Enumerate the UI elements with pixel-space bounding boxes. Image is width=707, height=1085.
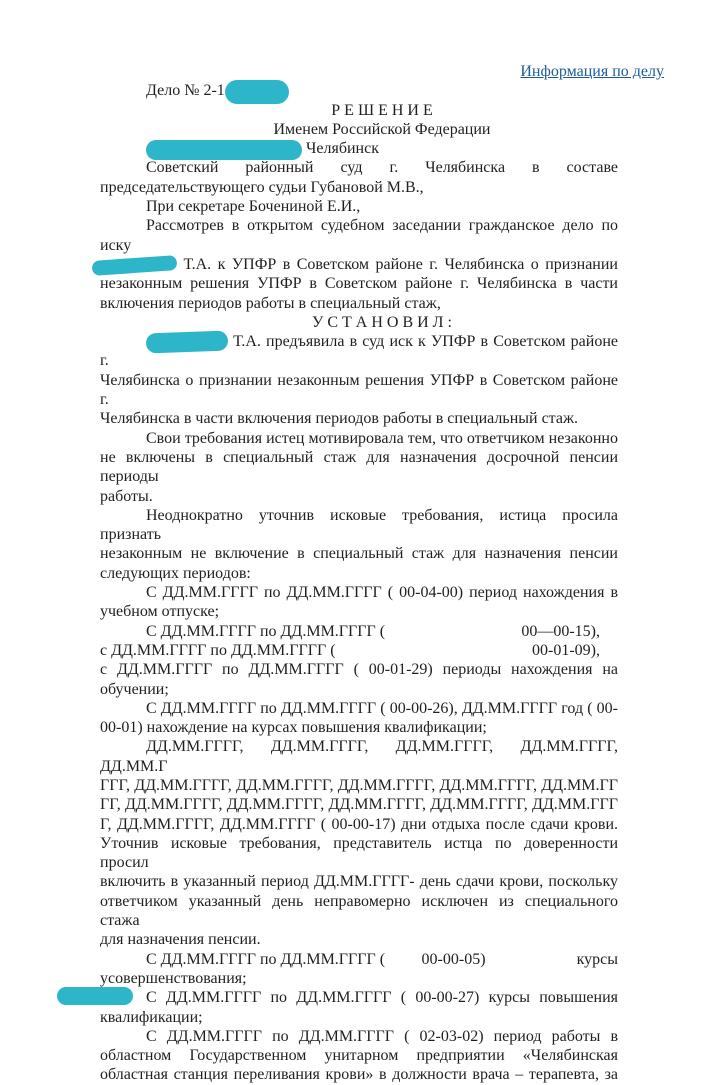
doc-text: ответчиком указанный день неправомерно исключен из специального стажа xyxy=(100,892,618,930)
doc-line xyxy=(100,197,664,216)
doc-text: усовершенствования; xyxy=(100,969,247,987)
doc-text: С ДД.ММ.ГГГГ по ДД.ММ.ГГГГ ( xyxy=(146,950,386,968)
ustanovil-heading xyxy=(100,313,664,332)
doc-line xyxy=(100,834,664,873)
doc-text: 00-01-09), xyxy=(532,641,600,659)
doc-text: 00-00-05) xyxy=(421,950,486,968)
doc-line xyxy=(100,216,664,255)
doc-text: областном Государственном унитарном предприятии «Челябинская xyxy=(100,1047,618,1065)
date-city-line xyxy=(100,139,664,158)
doc-line xyxy=(100,718,664,737)
doc-text: Челябинска о признании незаконным решения УПФР в Советском районе г. xyxy=(100,371,618,409)
doc-text: С ДД.ММ.ГГГГ по ДД.ММ.ГГГГ ( 02-03-02) период работы в xyxy=(146,1027,618,1045)
doc-text: У С Т А Н О В И Л : xyxy=(312,313,452,331)
doc-text: С ДД.ММ.ГГГГ по ДД.ММ.ГГГГ ( 00-04-00) период нахождения в xyxy=(146,584,618,602)
doc-line xyxy=(100,641,664,660)
doc-line xyxy=(100,506,664,545)
doc-line xyxy=(100,1065,664,1084)
doc-text: При секретаре Бочениной Е.И., xyxy=(146,198,361,216)
doc-text: Т.А. к УПФР в Советском районе г. Челябинска о признании xyxy=(177,255,618,273)
doc-text: Неоднократно уточнив исковые требования, истица просила признать xyxy=(100,506,618,544)
doc-text: Т.А. предъявила в суд иск к УПФР в Советском районе г. xyxy=(100,333,618,370)
doc-line xyxy=(100,737,664,776)
doc-line xyxy=(100,294,664,313)
doc-text: 00-01) нахождение на курсах повышения квалификации; xyxy=(100,719,487,737)
doc-text: Уточнив исковые требования, представитель истца по доверенности просил xyxy=(100,834,618,872)
doc-text: незаконным не включение в специальный стаж для назначения пенсии xyxy=(100,545,618,563)
doc-text: Челябинск xyxy=(302,140,379,158)
document-body xyxy=(100,81,664,1084)
doc-line xyxy=(100,544,664,563)
doc-text: Советский районный суд г. Челябинска в составе xyxy=(146,159,618,177)
doc-line xyxy=(100,409,664,428)
doc-text: включения периодов работы в специальный стаж, xyxy=(100,294,441,312)
doc-line xyxy=(100,622,664,641)
doc-line xyxy=(100,274,664,293)
doc-text: с ДД.ММ.ГГГГ по ДД.ММ.ГГГГ ( 00-01-29) периоды нахождения на xyxy=(100,661,618,679)
doc-line xyxy=(100,583,664,602)
doc-line xyxy=(100,660,664,679)
doc-line xyxy=(100,930,664,949)
doc-line xyxy=(100,699,664,718)
redaction-box xyxy=(146,140,302,160)
doc-line xyxy=(100,776,664,795)
doc-text: Челябинска в части включения периодов работы в специальный стаж. xyxy=(100,410,579,428)
doc-text: ДД.ММ.ГГГГ, ДД.ММ.ГГГГ, ДД.ММ.ГГГГ, ДД.ММ.ГГГГ, ДД.ММ.Г xyxy=(100,738,618,775)
doc-text: с ДД.ММ.ГГГГ по ДД.ММ.ГГГГ ( xyxy=(100,641,336,659)
doc-text: Р Е Ш Е Н И Е xyxy=(331,101,433,119)
doc-text: Рассмотрев в открытом судебном заседании гражданское дело по иску xyxy=(100,217,618,254)
doc-line xyxy=(100,429,664,448)
doc-line xyxy=(100,892,664,931)
doc-line xyxy=(100,950,664,969)
doc-text: не включены в специальный стаж для назначения досрочной пенсии периоды xyxy=(100,448,618,486)
doc-line xyxy=(100,487,664,506)
decision-subtitle xyxy=(100,120,664,139)
decision-title xyxy=(100,101,664,120)
doc-line xyxy=(100,988,664,1007)
doc-line xyxy=(100,564,664,583)
doc-line xyxy=(100,872,664,891)
case-info-link[interactable]: Информация по делу xyxy=(520,63,664,80)
doc-text: С ДД.ММ.ГГГГ по ДД.ММ.ГГГГ ( xyxy=(146,622,386,640)
doc-text: С ДД.ММ.ГГГГ по ДД.ММ.ГГГГ ( 00-00-27) курсы повышения xyxy=(146,989,618,1007)
doc-text: квалификации; xyxy=(100,1008,203,1026)
redaction-box xyxy=(225,80,289,104)
doc-text: незаконным решения УПФР в Советском районе г. Челябинска в части xyxy=(100,275,618,293)
doc-text: ГГ, ДД.ММ.ГГГГ, ДД.ММ.ГГГГ, ДД.ММ.ГГГГ, ДД.ММ.ГГГГ, ДД.ММ.ГГГ xyxy=(100,796,618,814)
doc-text: Дело № 2-1 xyxy=(146,82,225,100)
doc-line xyxy=(100,1027,664,1046)
doc-line xyxy=(100,602,664,621)
doc-line xyxy=(100,1008,664,1027)
doc-text: учебном отпуске; xyxy=(100,603,220,621)
case-number-line xyxy=(100,81,664,100)
redaction-box xyxy=(57,987,133,1005)
doc-text: работы. xyxy=(100,487,153,505)
redaction-box xyxy=(146,331,229,354)
doc-line xyxy=(100,448,664,487)
doc-text: ГГГ, ДД.ММ.ГГГГ, ДД.ММ.ГГГГ, ДД.ММ.ГГГГ, ДД.ММ.ГГГГ, ДД.ММ.ГГ xyxy=(100,776,618,794)
doc-text: включить в указанный период ДД.ММ.ГГГГ- день сдачи крови, поскольку xyxy=(100,873,618,891)
doc-text: курсы xyxy=(576,950,618,968)
doc-text: следующих периодов: xyxy=(100,564,251,582)
doc-text: С ДД.ММ.ГГГГ по ДД.ММ.ГГГГ ( 00-00-26), ДД.ММ.ГГГГ год ( 00- xyxy=(146,699,618,717)
doc-line xyxy=(100,815,664,834)
doc-line xyxy=(100,255,664,274)
doc-line xyxy=(100,332,664,371)
doc-line xyxy=(100,680,664,699)
doc-text: председательствующего судьи Губановой М.В., xyxy=(100,178,424,196)
doc-text: 00—00-15), xyxy=(521,622,600,640)
doc-line xyxy=(100,371,664,410)
doc-text: Свои требования истец мотивировала тем, что ответчиком незаконно xyxy=(146,429,618,447)
doc-line xyxy=(100,969,664,988)
doc-text: обучении; xyxy=(100,680,169,698)
doc-line xyxy=(100,158,664,177)
doc-text: Г, ДД.ММ.ГГГГ, ДД.ММ.ГГГГ ( 00-00-17) дни отдыха после сдачи крови. xyxy=(100,815,618,833)
doc-line xyxy=(100,795,664,814)
doc-line xyxy=(100,178,664,197)
doc-text: для назначения пенсии. xyxy=(100,931,261,949)
redaction-box xyxy=(92,255,178,276)
doc-text: областная станция переливания крови» в должности врача – терапевта, за xyxy=(100,1066,618,1084)
document-content xyxy=(100,62,664,1085)
doc-line xyxy=(100,1046,664,1065)
doc-text: Именем Российской Федерации xyxy=(273,120,491,138)
